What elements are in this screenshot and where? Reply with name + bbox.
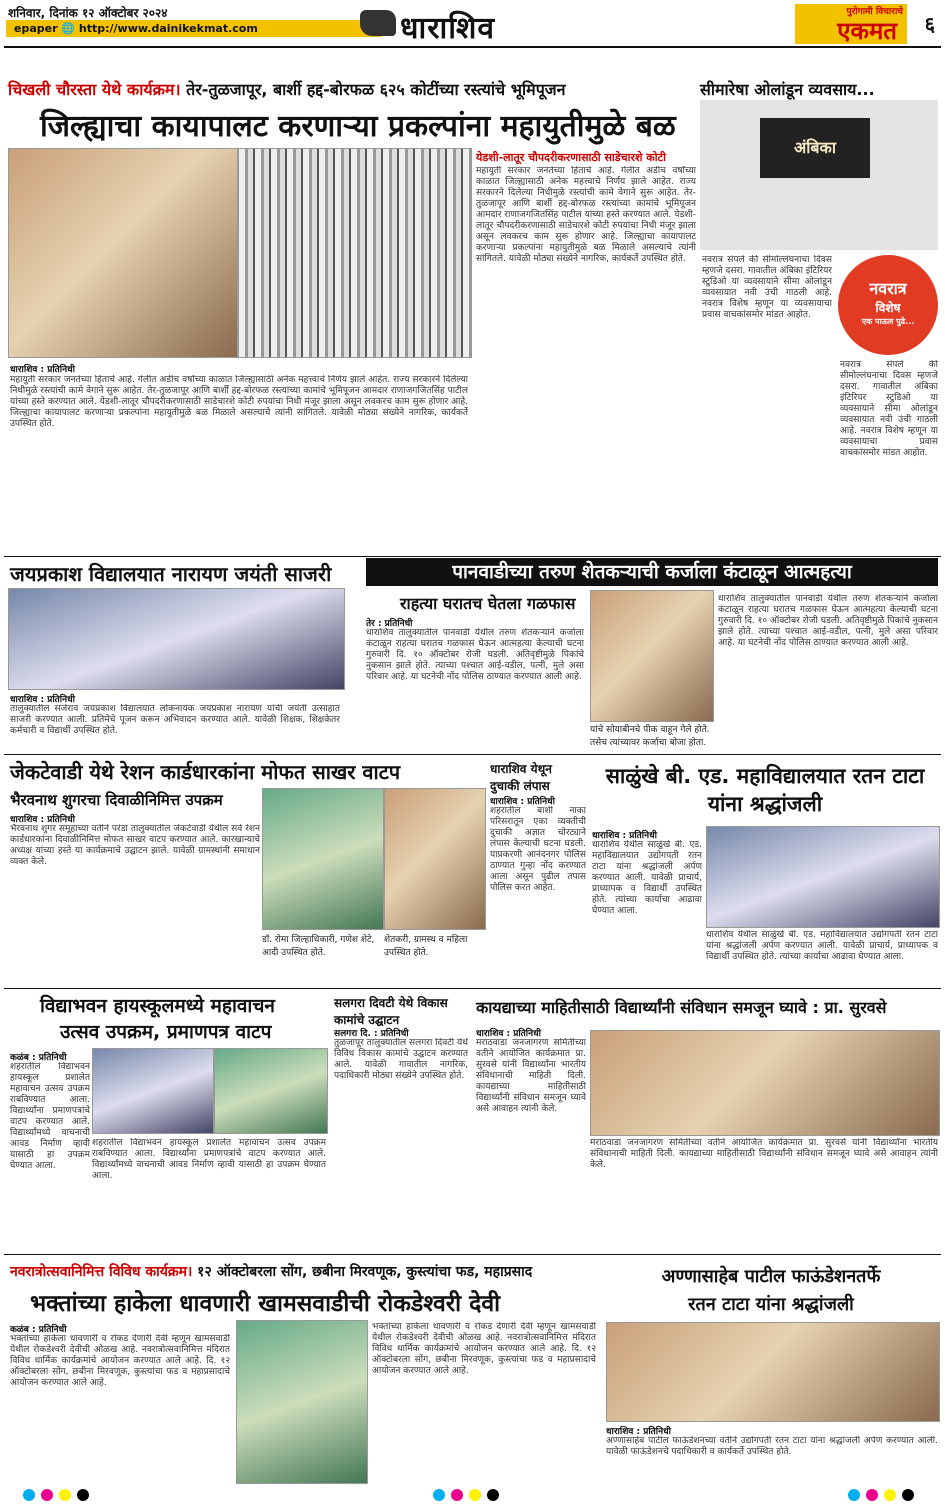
story10-dateline: कळंब : प्रतिनिधी xyxy=(10,1325,67,1335)
yellow-dot-icon xyxy=(469,1489,481,1501)
page-number: ६ xyxy=(924,12,935,36)
story10-kicker xyxy=(10,1262,590,1281)
divider-4 xyxy=(4,1254,941,1255)
registration-marks-right xyxy=(845,1486,917,1505)
story4-headline: जेकटेवाडी येथे रेशन कार्डधारकांना मोफत साखर वाटप xyxy=(10,760,401,784)
story1-body: महायुती सरकार जनतेच्या हिताचे आहे. गेलीत अडीच वर्षांच्या काळात जिल्ह्यासाठी अनेक महत्त्वाचे निर्णय झाले आहेत. राज्य सरकारने दिलेल्या निधीमुळे रस्त्यांची कामे वेगाने सुरू आहेत. तेर-तुळजापूर आणि बार्शी हद्द-बोरफळ रस्त्यांच्या कामांचे भूमिपूजन आमदार राणाजगजितसिंह पाटील यांच्या हस्ते करण्यात आले. येडशी-लातूर चौपदरीकरणासाठी साडेचारशे कोटी रुपयांचा निधी मंजूर झाला असून लवकरच काम सुरू होणार आहे. जिल्ह्याचा कायापालट करणाऱ्या प्रकल्पांना महायुतीमुळे बळ मिळाले असल्याचे त्यांनी सांगितले. यावेळी मोठ्या संख्येने नागरिक, कार्यकर्ते उपस्थित होते. xyxy=(10,375,468,429)
story7-dateline: कळंब : प्रतिनिधी xyxy=(10,1053,67,1063)
story4-photo-1 xyxy=(262,788,384,930)
story7-photo-2 xyxy=(214,1048,328,1134)
epaper-link[interactable]: epaper 🌐 http://www.dainikekmat.com xyxy=(6,20,382,37)
story11-photo xyxy=(606,1322,940,1422)
story7-body: शहरातील विद्याभवन हायस्कूल प्रशालेत महावाचन उत्सव उपक्रम राबविण्यात आला. विद्यार्थ्यांना प्रमाणपत्रांचे वाटप करण्यात आले. विद्यार्थ्यांमध्ये वाचनाची आवड निर्माण व्हावी यासाठी हा उपक्रम घेण्यात आला. xyxy=(10,1062,90,1171)
story1-headline: जिल्ह्याचा कायापालट करणाऱ्या प्रकल्पांना महायुतीमुळे बळ xyxy=(40,109,676,144)
story11-headline-2: रतन टाटा यांना श्रद्धांजली xyxy=(688,1294,854,1315)
yellow-dot-icon xyxy=(884,1489,896,1501)
navratri-badge-top: नवरात्र xyxy=(869,279,907,298)
story3-headline: पानवाडीच्या तरुण शेतकऱ्याची कर्जाला कंटाळून आत्महत्या xyxy=(366,558,938,586)
story2-photo xyxy=(8,588,345,690)
date-line: शनिवार, दिनांक १२ ऑक्टोबर २०२४ xyxy=(8,6,168,20)
story6-dateline: धाराशिव : प्रतिनिधी xyxy=(592,831,657,841)
brand-tagline: पुरोगामी विचाराचे xyxy=(846,7,903,17)
black-dot-icon xyxy=(902,1489,914,1501)
story7-headline-2: उत्सव उपक्रम, प्रमाणपत्र वाटप xyxy=(60,1021,272,1043)
story8-dateline: सलगरा दि. : प्रतिनिधी xyxy=(334,1029,409,1039)
cyan-dot-icon xyxy=(433,1489,445,1501)
navratri-badge-mid: विशेष xyxy=(875,301,901,315)
story1-body-right: महायुती सरकार जनतेच्या हिताचे आहे. गेलीत अडीच वर्षांच्या काळात जिल्ह्यासाठी अनेक महत्त्वाचे निर्णय झाले आहेत. राज्य सरकारने दिलेल्या निधीमुळे रस्त्यांची कामे वेगाने सुरू आहेत. तेर-तुळजापूर आणि बार्शी हद्द-बोरफळ रस्त्यांच्या कामांचे भूमिपूजन आमदार राणाजगजितसिंह पाटील यांच्या हस्ते करण्यात आले. येडशी-लातूर चौपदरीकरणासाठी साडेचारशे कोटी रुपयांचा निधी मंजूर झाला असून लवकरच काम सुरू होणार आहे. जिल्ह्याचा कायापालट करणाऱ्या प्रकल्पांना महायुतीमुळे बळ मिळाले असल्याचे त्यांनी सांगितले. यावेळी मोठ्या संख्येने नागरिक, कार्यकर्ते उपस्थित होते. xyxy=(476,166,696,264)
story3-subhead: राहत्या घरातच घेतला गळफास xyxy=(400,594,576,613)
story9-photo xyxy=(590,1030,940,1136)
ad1-shop-sign: अंबिका xyxy=(760,118,870,178)
divider-3 xyxy=(4,988,941,989)
divider-2 xyxy=(4,754,941,755)
story9-dateline: धाराशिव : प्रतिनिधी xyxy=(476,1029,541,1039)
story6-body: धाराशिव येथील साळुंखे बी. एड. महाविद्यालयात उद्योगपती रतन टाटा यांना श्रद्धांजली अर्पण करण्यात आली. यावेळी प्राचार्य, प्राध्यापक व विद्यार्थी उपस्थित होते. त्यांच्या कार्याचा आढावा घेण्यात आला. xyxy=(592,840,702,916)
story10-body-right: भक्तांच्या हाकेला धावणारी व रोकड देणारी देवी म्हणून खामसवाडी येथील रोकडेश्वरी देवीची ओळख आहे. नवरात्रोत्सवानिमित्त मंदिरात विविध धार्मिक कार्यक्रमांचे आयोजन करण्यात आले आहे. दि. १२ ऑक्टोबरला सोंग, छबीना मिरवणूक, कुस्त्यांचा फड व महाप्रसादाचे आयोजन करण्यात आले आहे. xyxy=(372,1322,596,1376)
masthead-title: धाराशिव xyxy=(400,11,496,46)
story10-kicker-rest: १२ ऑक्टोबरला सोंग, छबीना मिरवणूक, कुस्त्यांचा फड, महाप्रसाद xyxy=(192,1264,533,1280)
magenta-dot-icon xyxy=(451,1489,463,1501)
story4-dateline: धाराशिव : प्रतिनिधी xyxy=(10,815,75,825)
story5-dateline: धाराशिव : प्रतिनिधी xyxy=(490,797,555,807)
story8-body: तुळजापूर तालुक्यातील सलगरा दिवटी येथे विविध विकास कामांचे उद्घाटन करण्यात आले. यावेळी गावातील नागरिक, पदाधिकारी मोठ्या संख्येने उपस्थित होते. xyxy=(334,1038,468,1081)
story7-photo-1 xyxy=(92,1048,214,1134)
story1-kicker-red: चिखली चौरस्ता येथे कार्यक्रम। xyxy=(8,80,181,99)
story1-kicker-rest: तेर-तुळजापूर, बार्शी हद्द-बोरफळ ६२५ कोटींच्या रस्त्यांचे भूमिपूजन xyxy=(180,80,566,99)
magenta-dot-icon xyxy=(866,1489,878,1501)
story10-devi-photo xyxy=(236,1320,368,1484)
registration-marks-center xyxy=(430,1486,502,1505)
story1-dateline: धाराशिव : प्रतिनिधी xyxy=(10,365,75,375)
story11-headline-1: अण्णासाहेब पाटील फाऊंडेशनतर्फे xyxy=(661,1266,881,1287)
story5-body: शहरातील बार्शी नाका परिसरातून एका व्यक्तीची दुचाकी अज्ञात चोरट्याने लंपास केल्याची घटना घडली. याप्रकरणी आनंदनगर पोलिस ठाण्यात गुन्हा नोंद करण्यात आला असून पुढील तपास पोलिस करत आहेत. xyxy=(490,806,586,893)
story3-dateline: तेर : प्रतिनिधी xyxy=(366,619,413,629)
story11-dateline: धाराशिव : प्रतिनिधी xyxy=(606,1427,671,1437)
ad1-body-left: नवरात्र संपले की सीमोल्लंघनाचा दिवस म्हणजे दसरा. गावातील अंबिका इंटिरियर स्टुडिओ या व्यवसायाने सीमा ओलांडून व्यवसायात नवी उंची गाठली आहे. नवरात्र विशेष म्हणून या व्यवसायाचा प्रवास वाचकांसमोर मांडत आहोत. xyxy=(702,255,832,320)
story6-photo xyxy=(706,826,940,928)
brand-name: एकमत xyxy=(837,17,897,45)
header-rule xyxy=(4,46,941,48)
story1-photo-speaker xyxy=(8,148,238,358)
navratri-badge-bottom: एक पाऊल पुढे... xyxy=(861,317,915,326)
story10-kicker-red: नवरात्रोत्सवानिमित्त विविध कार्यक्रम। xyxy=(10,1264,193,1280)
story3-body-right: धाराशिव तालुक्यातील पानवाडी येथील तरुण शेतकऱ्याने कर्जाला कंटाळून राहत्या घरातच गळफास घेऊन आत्महत्या केल्याची घटना गुरुवारी दि. १० ऑक्टोबर रोजी घडली. अतिवृष्टीमुळे पिकांचे नुकसान झाले होते. त्याच्या पश्चात आई-वडील, पत्नी, मुले असा परिवार आहे. या घटनेची नोंद पोलिस ठाण्यात करण्यात आली आहे. xyxy=(718,594,938,648)
yellow-dot-icon xyxy=(59,1489,71,1501)
black-dot-icon xyxy=(487,1489,499,1501)
cyan-dot-icon xyxy=(23,1489,35,1501)
story1-subhead: येडशी-लातूर चौपदरीकरणासाठी साडेचारशे कोटी xyxy=(476,151,666,164)
story4-body: भैरवनाथ शुगर समूहाच्या वतीने परंडा तालुक्यातील जेकटेवाडी येथील सर्व रेशन कार्डधारकांना दिवाळीनिमित्त मोफत साखर वाटप करण्यात आले. कारखान्याचे अध्यक्ष यांच्या हस्ते या कार्यक्रमाचे उद्घाटन झाले. यावेळी ग्रामस्थांनी समाधान व्यक्त केले. xyxy=(10,824,260,867)
story10-body: भक्तांच्या हाकेला धावणारी व रोकड देणारी देवी म्हणून खामसवाडी येथील रोकडेश्वरी देवीची ओळख आहे. नवरात्रोत्सवानिमित्त मंदिरात विविध धार्मिक कार्यक्रमांचे आयोजन करण्यात आले आहे. दि. १२ ऑक्टोबरला सोंग, छबीना मिरवणूक, कुस्त्यांचा फड व महाप्रसादाचे आयोजन करण्यात आले आहे. xyxy=(10,1334,230,1388)
registration-marks-left xyxy=(20,1486,92,1505)
story4-subhead: भैरवनाथ शुगरचा दिवाळीनिमित्त उपक्रम xyxy=(10,791,223,809)
story6-body-right: धाराशिव येथील साळुंखे बी. एड. महाविद्यालयात उद्योगपती रतन टाटा यांना श्रद्धांजली अर्पण करण्यात आली. यावेळी प्राचार्य, प्राध्यापक व विद्यार्थी उपस्थित होते. त्यांच्या कार्याचा आढावा घेण्यात आला. xyxy=(706,930,938,962)
story9-headline: कायद्याच्या माहितीसाठी विद्यार्थ्यांनी संविधान समजून घ्यावे : प्रा. सुरवसे xyxy=(476,998,887,1017)
divider-1 xyxy=(4,556,941,557)
story3-body: धाराशिव तालुक्यातील पानवाडी येथील तरुण शेतकऱ्याने कर्जाला कंटाळून राहत्या घरातच गळफास घेऊन आत्महत्या केल्याची घटना गुरुवारी दि. १० ऑक्टोबर रोजी घडली. अतिवृष्टीमुळे पिकांचे नुकसान झाले होते. त्याच्या पश्चात आई-वडील, पत्नी, मुले असा परिवार आहे. या घटनेची नोंद पोलिस ठाण्यात करण्यात आली आहे. xyxy=(366,628,584,682)
story2-body: तालुक्यातील सर्जेराव जयप्रकाश विद्यालयात लोकनायक जयप्रकाश नारायण यांची जयंती उत्साहात साजरी करण्यात आली. प्रतिमेचे पूजन करून अभिवादन करण्यात आले. यावेळी शिक्षक, शिक्षकेतर कर्मचारी व विद्यार्थी उपस्थित होते. xyxy=(10,704,340,736)
story6-headline: साळुंखे बी. एड. महाविद्यालयात रतन टाटा यांना श्रद्धांजली xyxy=(605,764,925,816)
story10-headline: भक्तांच्या हाकेला धावणारी खामसवाडीची रोकडेश्वरी देवी xyxy=(30,1291,501,1317)
district-map-icon xyxy=(360,10,396,36)
story4-photo-2 xyxy=(384,788,486,930)
story3-photo-caption: यांचे सोयाबीनचे पीक वाहून गेले होते. तसेच त्यांच्यावर कर्जाचा बोजा होता. xyxy=(590,725,710,748)
story4-photo-caption-1: डॉ. रोमा जिल्हाधिकारी, गणेश शेटे, आदी उपस्थित होते. xyxy=(262,935,375,958)
story8-headline: सलगरा दिवटी येथे विकास कामांचे उद्घाटन xyxy=(334,996,448,1027)
story7-body-right: शहरातील विद्याभवन हायस्कूल प्रशालेत महावाचन उत्सव उपक्रम राबविण्यात आला. विद्यार्थ्यांना प्रमाणपत्रांचे वाटप करण्यात आले. विद्यार्थ्यांमध्ये वाचनाची आवड निर्माण व्हावी यासाठी हा उपक्रम घेण्यात आला. xyxy=(92,1138,326,1181)
story3-portrait xyxy=(590,590,714,722)
story7-headline-1: विद्याभवन हायस्कूलमध्ये महावाचन xyxy=(40,995,275,1017)
story2-dateline: धाराशिव : प्रतिनिधी xyxy=(10,695,75,705)
story1-kicker xyxy=(8,78,688,100)
story4-photo-caption-2: शेतकरी, ग्रामस्थ व महिला उपस्थित होते. xyxy=(384,935,468,958)
story9-body-right: मराठवाडा जनजागरण समितीच्या वतीने आयोजित कार्यक्रमात प्रा. सुरवसे यांनी विद्यार्थ्यांना भारतीय संविधानाची माहिती दिली. कायद्याच्या माहितीसाठी विद्यार्थ्यांनी संविधान समजून घ्यावे असे आवाहन त्यांनी केले. xyxy=(590,1138,938,1170)
story5-headline: धाराशिव येथून दुचाकी लंपास xyxy=(490,762,552,793)
magenta-dot-icon xyxy=(41,1489,53,1501)
navratri-badge xyxy=(838,255,938,355)
story2-headline: जयप्रकाश विद्यालयात नारायण जयंती साजरी xyxy=(10,562,332,586)
ad1-body-right: नवरात्र संपले की सीमोल्लंघनाचा दिवस म्हणजे दसरा. गावातील अंबिका इंटिरियर स्टुडिओ या व्यवसायाने सीमा ओलांडून व्यवसायात नवी उंची गाठली आहे. नवरात्र विशेष म्हणून या व्यवसायाचा प्रवास वाचकांसमोर मांडत आहोत. xyxy=(840,360,938,458)
story1-photo-crowd xyxy=(238,148,472,358)
story11-body: अण्णासाहेब पाटील फाऊंडेशनच्या वतीने उद्योगपती रतन टाटा यांना श्रद्धांजली अर्पण करण्यात आली. यावेळी फाऊंडेशनचे पदाधिकारी व कार्यकर्ते उपस्थित होते. xyxy=(606,1436,938,1457)
story9-body: मराठवाडा जनजागरण समितीच्या वतीने आयोजित कार्यक्रमात प्रा. सुरवसे यांनी विद्यार्थ्यांना भारतीय संविधानाची माहिती दिली. कायद्याच्या माहितीसाठी विद्यार्थ्यांनी संविधान समजून घ्यावे असे आवाहन त्यांनी केले. xyxy=(476,1038,586,1114)
ad1-headline: सीमारेषा ओलांडून व्यवसाय... xyxy=(700,80,875,99)
cyan-dot-icon xyxy=(848,1489,860,1501)
black-dot-icon xyxy=(77,1489,89,1501)
